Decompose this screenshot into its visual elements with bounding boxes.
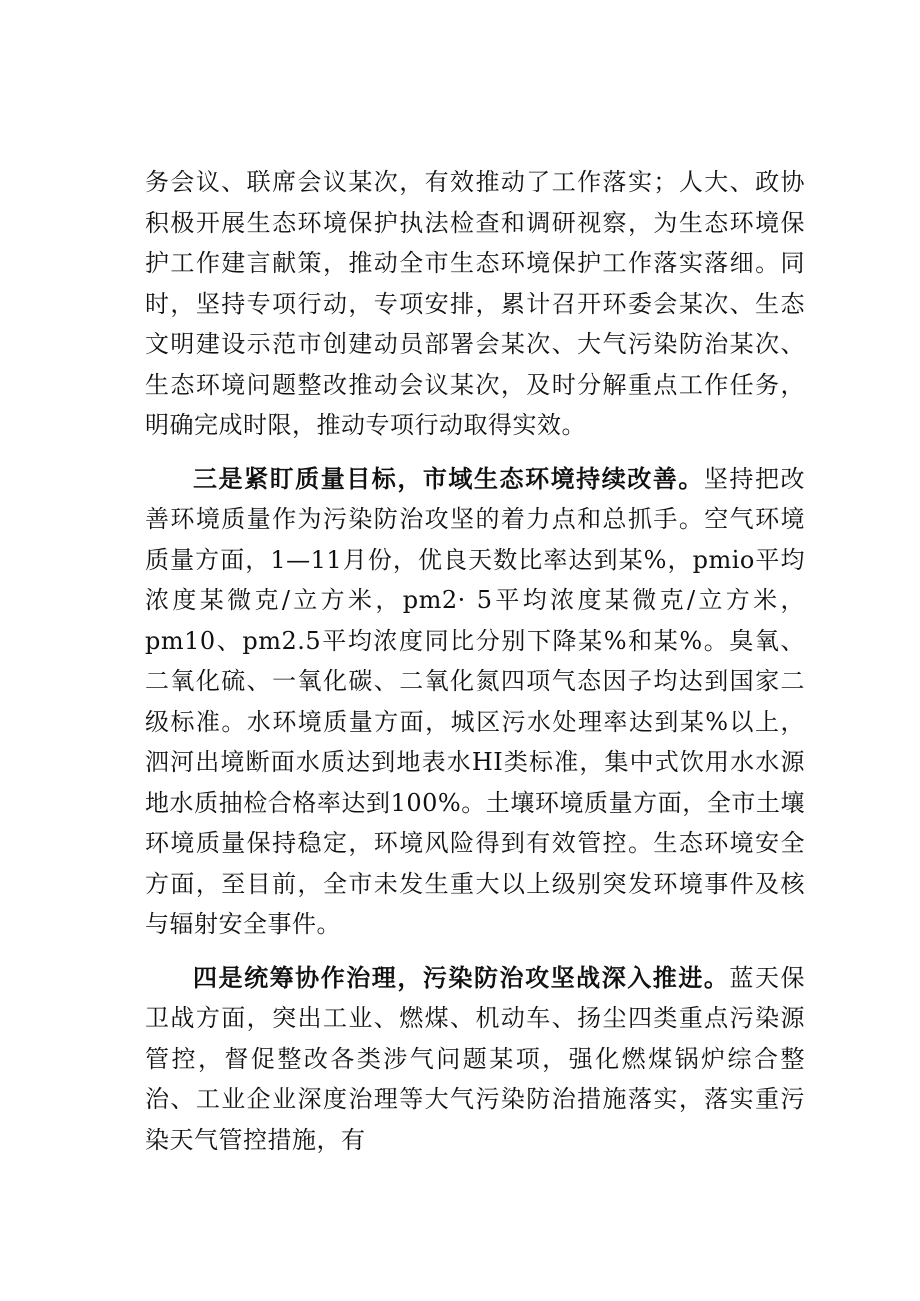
paragraph-pollution-control [145, 958, 805, 1161]
document-body [145, 162, 805, 1160]
paragraph-environment-quality [145, 459, 805, 945]
paragraph-lead: 四是统筹协作治理，污染防治攻坚战深入推进。 [193, 962, 730, 992]
paragraph-lead: 三是紧盯质量目标，市域生态环境持续改善。 [193, 463, 704, 493]
paragraph-continuation [145, 162, 805, 446]
paragraph-text: 务会议、联席会议某次，有效推动了工作落实；人大、政协积极开展生态环境保护执法检查和调研视察，为生态环境保护工作建言献策，推动全市生态环境保护工作落实落细。同时，坚持专项行动，专项安排，累计召开环委会某次、生态文明建设示范市创建动员部署会某次、大气污染防治某次、生态环境问题整改推动会议某次，及时分解重点工作任务，明确完成时限，推动专项行动取得实效。 [145, 168, 805, 439]
paragraph-text: 蓝天保卫战方面，突出工业、燃煤、机动车、扬尘四类重点污染源管控，督促整改各类涉气问题某项，强化燃煤锅炉综合整治、工业企业深度治理等大气污染防治措施落实，落实重污染天气管控措施，有 [145, 963, 806, 1154]
paragraph-text: 坚持把改善环境质量作为污染防治攻坚的着力点和总抓手。空气环境质量方面，1—11月份，优良天数比率达到某%，pmio平均浓度某微克/立方米，pm2· 5平均浓度某微克/立方米，pm10、pm2.5平均浓度同比分别下降某%和某%。臭氧、二氧化硫、一氧化碳、二氧化氮四项气态因子均达到国家二级标准。水环境质量方面，城区污水处理率达到某%以上，泗河出境断面水质达到地表水HI类标准，集中式饮用水水源地水质抽检合格率达到100%。土壤环境质量方面，全市土壤环境质量保持稳定，环境风险得到有效管控。生态环境安全方面，至目前，全市未发生重大以上级别突发环境事件及核与辐射安全事件。 [145, 464, 806, 938]
